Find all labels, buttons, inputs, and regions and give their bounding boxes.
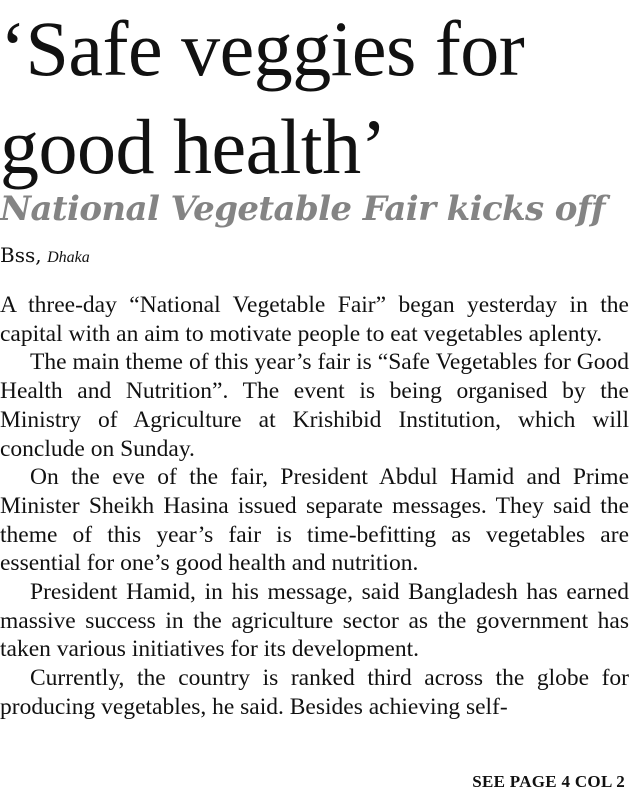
headline: ‘Safe veggies for good health’ (0, 5, 525, 190)
article-body (0, 291, 629, 722)
byline-agency: Bss, (0, 243, 42, 267)
byline (0, 240, 90, 273)
article-paragraph: President Hamid, in his message, said Bangladesh has earned massive success in the agriculture sector as the government has taken various initiatives for its development. (0, 579, 629, 663)
article-paragraph: Currently, the country is ranked third across the globe for producing vegetables, he said. Besides achieving self- (0, 665, 629, 720)
continuation-line[interactable]: SEE PAGE 4 COL 2 (472, 772, 625, 791)
article-paragraph: A three-day “National Vegetable Fair” began yesterday in the capital with an aim to motivate people to eat vegetables aplenty. (0, 292, 629, 347)
article-paragraph: On the eve of the fair, President Abdul Hamid and Prime Minister Sheikh Hasina issued separate messages. They said the theme of this year’s fair is time-befitting as vegetables are essential for one’s good health and nutrition. (0, 464, 629, 577)
subheadline: National Vegetable Fair kicks off (0, 189, 605, 229)
article-paragraph: The main theme of this year’s fair is “Safe Vegetables for Good Health and Nutrition”. The event is being organised by the Ministry of Agriculture at Krishibid Institution, which will conclude on Sunday. (0, 349, 629, 462)
byline-location: Dhaka (47, 249, 90, 266)
